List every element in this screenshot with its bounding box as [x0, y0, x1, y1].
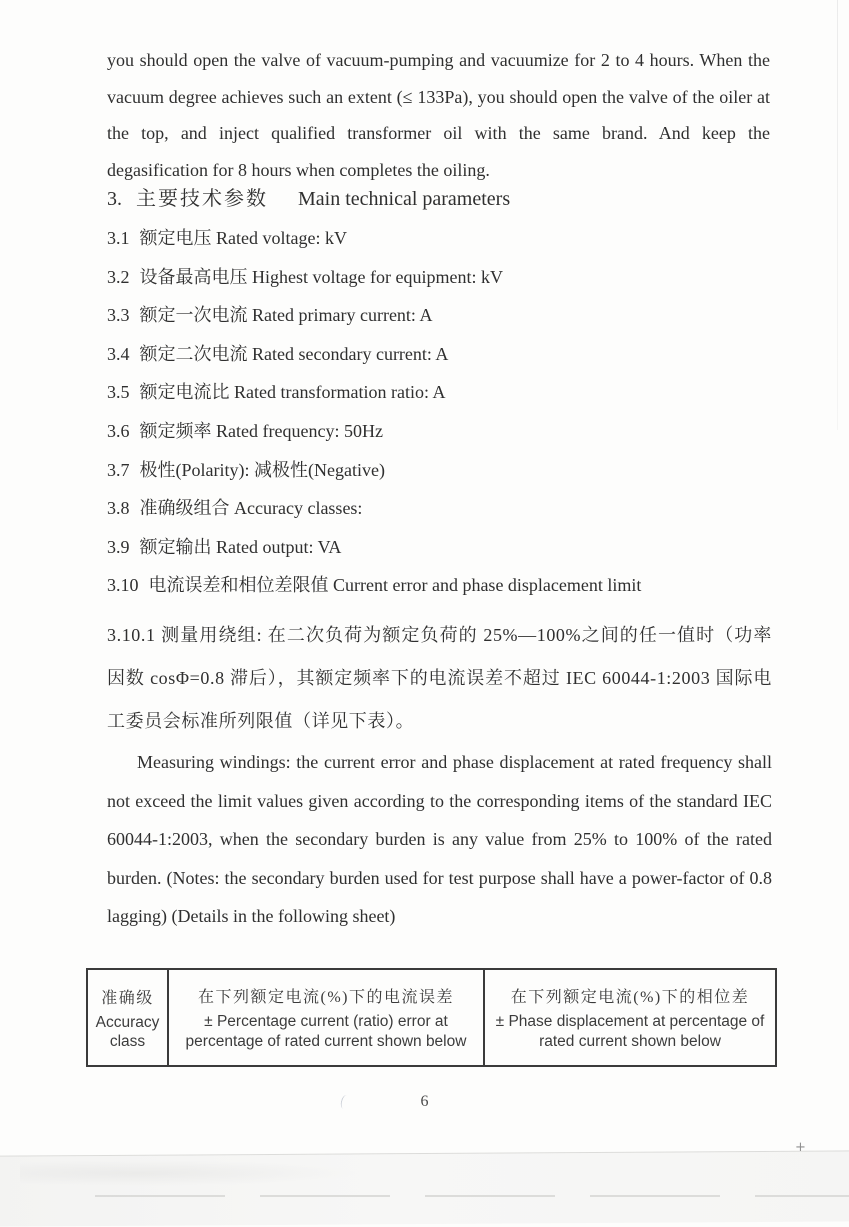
section-heading [107, 182, 787, 211]
scan-right-edge-line [837, 0, 838, 430]
item-number: 3.10 [107, 575, 139, 596]
measuring-windings-paragraph: Measuring windings: the current error and phase displacement at rated frequency shall not exceed the limit values given according to the corresponding items of the standard IEC 60044-1:2003, when the secondary burden is any value from 25% to 100% of the rated burden. (Notes: the secondary burden used for test purpose shall have a power-factor of 0.8 lagging) (Details in the following sheet) [107, 752, 772, 927]
accuracy-limit-table [86, 968, 777, 1067]
scan-bottom-line [95, 1195, 849, 1197]
item-number: 3.4 [107, 343, 130, 364]
list-item [107, 373, 807, 412]
table-header-en: ± Percentage current (ratio) error at percentage of rated current shown below [185, 1012, 467, 1050]
table-header-en: Accuracy class [95, 1013, 160, 1050]
table-header-zh: 准确级 [101, 989, 154, 1007]
list-item [107, 219, 807, 258]
item-text: 准确级组合 Accuracy classes: [139, 498, 363, 519]
list-item [107, 412, 807, 451]
table-header-cell-accuracy-class [88, 970, 169, 1065]
item-text: 额定输出 Rated output: VA [139, 536, 342, 557]
list-item [107, 528, 807, 567]
parameter-list [107, 219, 807, 605]
registration-plus-mark: + [795, 1140, 806, 1155]
item-number: 3.5 [107, 382, 130, 403]
list-item [107, 566, 807, 605]
table-header-zh: 在下列额定电流(%)下的相位差 [510, 988, 750, 1006]
table-header-en: ± Phase displacement at percentage of rated current shown below [495, 1012, 765, 1050]
page-number: 6 [420, 1093, 429, 1110]
item-text: 额定电流比 Rated transformation ratio: A [139, 382, 446, 403]
item-number: 3.3 [107, 305, 130, 326]
item-number: 3.8 [107, 498, 130, 519]
scan-smudge [20, 1160, 360, 1186]
list-item [107, 258, 807, 297]
item-text: 设备最高电压 Highest voltage for equipment: kV [139, 266, 503, 287]
table-header-cell-current-error [169, 970, 485, 1065]
item-number: 3.1 [107, 228, 130, 248]
list-item [107, 335, 807, 374]
list-item [107, 489, 807, 528]
item-text: 额定频率 Rated frequency: 50Hz [139, 420, 383, 441]
item-text: 极性(Polarity): 减极性(Negative) [139, 459, 385, 480]
list-item [107, 296, 807, 335]
section-title-zh: 主要技术参数 [136, 188, 268, 210]
list-item [107, 451, 807, 490]
clause-3-10-1-paragraph: 3.10.1 测量用绕组: 在二次负荷为额定负荷的 25%—100%之间的任一值时（功率因数 cosΦ=0.8 滞后），其额定频率下的电流误差不超过 IEC 60044-1:2003 国际电工委员会标准所列限值（详见下表）。 [107, 625, 772, 731]
item-text: 电流误差和相位差限值 Current error and phase displacement limit [148, 575, 642, 596]
item-number: 3.2 [107, 266, 130, 287]
section-title-en: Main technical parameters [298, 188, 511, 210]
item-text: 额定一次电流 Rated primary current: A [139, 305, 433, 326]
intro-paragraph: you should open the valve of vacuum-pumping and vacuumize for 2 to 4 hours. When the vacuum degree achieves such an extent (≤ 133Pa), you should open the valve of the oiler at the top, and inject qualified transformer oil with the same brand. And keep the degasification for 8 hours when completes the oiling. [107, 50, 770, 180]
section-number: 3. [107, 188, 122, 210]
item-text: 额定电压 Rated voltage: kV [139, 228, 347, 248]
item-text: 额定二次电流 Rated secondary current: A [139, 343, 449, 364]
item-number: 3.7 [107, 459, 130, 480]
item-number: 3.9 [107, 536, 130, 557]
item-number: 3.6 [107, 420, 130, 441]
table-header-zh: 在下列额定电流(%)下的电流误差 [198, 988, 454, 1006]
table-header-cell-phase-displacement [485, 970, 775, 1065]
